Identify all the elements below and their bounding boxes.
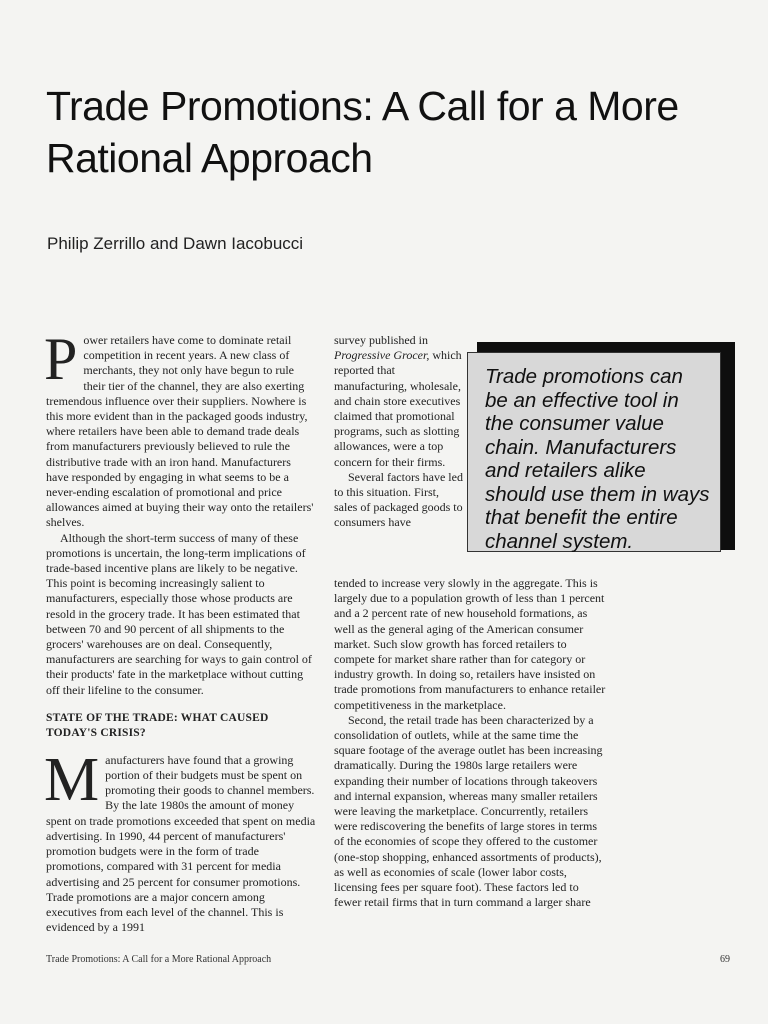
intro-paragraph (44, 326, 316, 531)
drop-cap-p: P (44, 326, 78, 392)
left-column (44, 326, 316, 935)
right-paragraph-2: Second, the retail trade has been characterized by a consolidation of outlets, while at the same time the square footage of the average outlet has been increasing dramatically. During the 1980s large retailers were expanding their number of locations through takeovers and internal expansion, whereas many smaller retailers were leaving the marketplace. Concurrently, retailers were rediscovering the benefits of large stores in terms of the economies of scope they offered to the customer (one-stop shopping, enhanced assortments of products), as well as economies of scale (lower labor costs, licensing fees per square foot). These factors led to fewer retail firms that in turn command a larger share (334, 712, 603, 910)
page-number: 69 (720, 954, 730, 965)
section-paragraph-text: anufacturers have found that a growing portion of their budgets must be spent on promoting their goods to channel members. By the late 1980s the amount of money spent on trade promotions exceeded that spent on media advertising. In 1990, 44 percent of manufacturers' promotion budgets were in the form of trade promotions, compared with 31 percent for media advertising and 25 percent for consumer promotions. Trade promotions are a major concern among executives from each level of the channel. This is evidenced by a 1991 (46, 752, 316, 935)
section-paragraph (44, 745, 316, 935)
running-footer: Trade Promotions: A Call for a More Rational Approach (46, 954, 272, 965)
mid-paragraph-1a: survey published in (334, 333, 428, 347)
section-heading: STATE OF THE TRADE: WHAT CAUSED TODAY'S CRISIS? (46, 711, 269, 739)
article-authors: Philip Zerrillo and Dawn Iacobucci (47, 234, 304, 253)
mid-paragraph-2: Several factors have led to this situation. First, sales of packaged goods to consumers have (334, 469, 463, 530)
body-paragraph-2: Although the short-term success of many of these promotions is uncertain, the long-term implications of trade-based incentive plans are likely to be negative. This point is becoming increasingly salient to manufacturers, especially those whose products are resold in the grocery trade. It has been estimated that between 70 and 90 percent of all shipments to the grocers' warehouses are on deal. Consequently, manufacturers are searching for ways to gain control of their products' fate in the marketplace without cutting off their lifeline to the consumer. (46, 530, 312, 697)
drop-cap-m: M (44, 745, 100, 814)
middle-column (334, 333, 464, 531)
mid-paragraph-1 (334, 333, 464, 470)
pull-quote: Trade promotions can be an effective tool in the consumer value chain. Manufacturers and retailers alike should use them in ways that benefit the entire channel system. (467, 352, 721, 552)
right-column (334, 576, 606, 910)
mid-paragraph-1b: which reported that manufacturing, wholesale, and chain store executives claimed that promotional programs, such as slotting allowances, were a top concern for their firms. (334, 348, 462, 469)
intro-paragraph-text: ower retailers have come to dominate retail competition in recent years. A new class of merchants, they not only have begun to rule their tier of the channel, they are also exerting tremendous influence over their suppliers. Nowhere is this more evident than in the packaged goods industry, where retailers have been able to demand trade deals from manufacturers previously believed to rule the distributive trade with an iron hand. Manufacturers have responded by engaging in what seems to be a never-ending escalation of promotional and price allowances aimed at buying their way onto the retailers' shelves. (46, 333, 314, 530)
article-title: Trade Promotions: A Call for a More Rational Approach (46, 83, 679, 181)
journal-name: Progressive Grocer, (334, 348, 430, 363)
right-paragraph-1: tended to increase very slowly in the aggregate. This is largely due to a population growth of less than 1 percent and a 2 percent rate of new household formations, as well as the general aging of the American consumer market. Such slow growth has forced retailers to compete for market share rather than for category or industry growth. In doing so, retailers have insisted on trade promotions from manufacturers to enhance retailer competitiveness in the marketplace. (334, 576, 606, 712)
